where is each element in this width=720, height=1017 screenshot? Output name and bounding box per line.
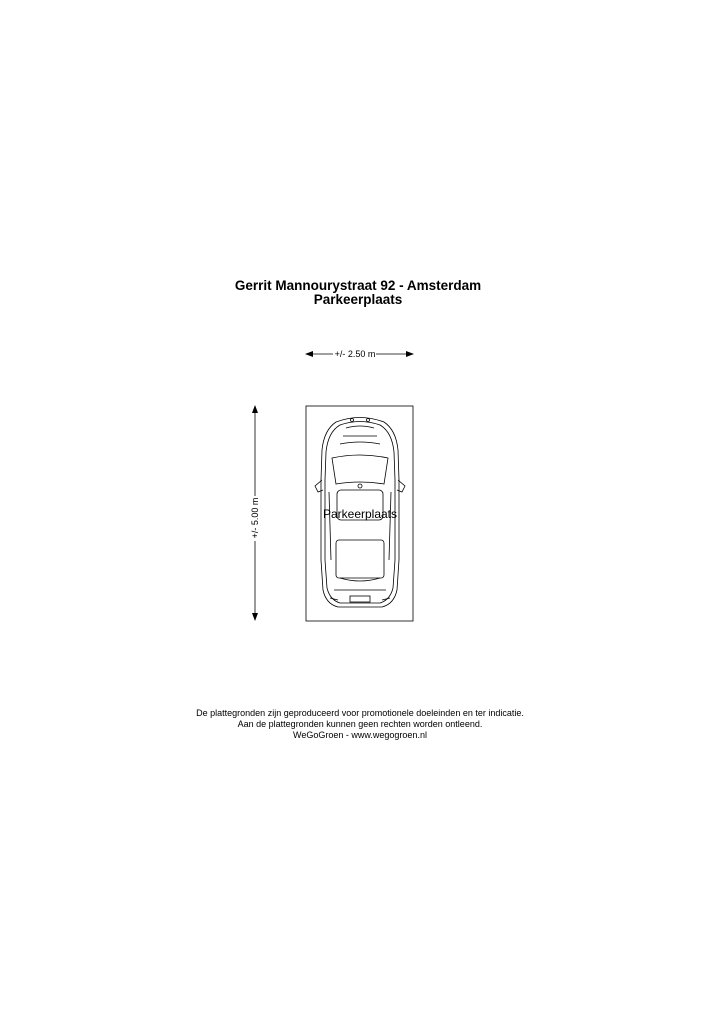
- length-label: +/- 5.00 m: [250, 497, 260, 539]
- page-title: Gerrit Mannourystraat 92 - Amsterdam: [234, 278, 482, 293]
- company-credit: WeGoGroen - www.wegogroen.nl: [293, 730, 427, 740]
- room-label: Parkeerplaats: [322, 507, 398, 521]
- width-dimension: [306, 349, 413, 359]
- floor-title: Parkeerplaats: [313, 292, 403, 307]
- length-dimension: [250, 406, 260, 620]
- disclaimer-line-2: Aan de plattegronden kunnen geen rechten worden ontleend.: [237, 719, 483, 729]
- disclaimer-line-1: De plattegronden zijn geproduceerd voor promotionele doeleinden en ter indicatie.: [196, 708, 524, 718]
- width-label: +/- 2.50 m: [334, 349, 376, 359]
